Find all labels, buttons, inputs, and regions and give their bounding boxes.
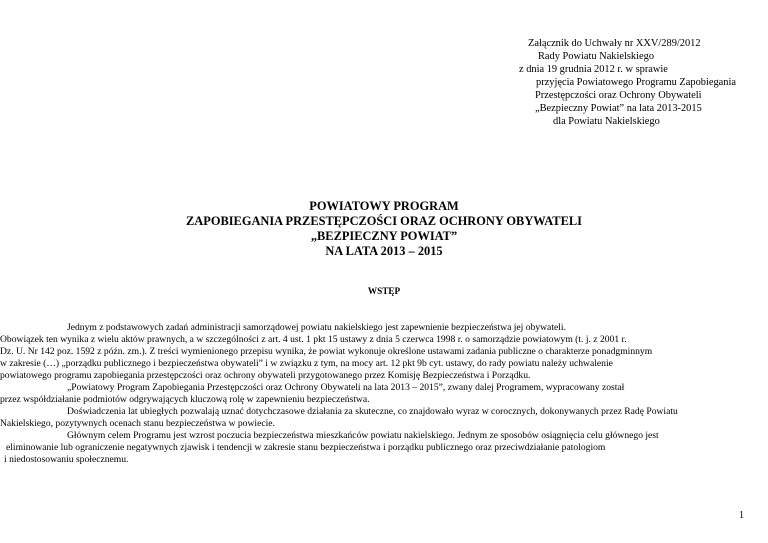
page-number: 1 bbox=[739, 510, 744, 521]
annex-line: przyjęcia Powiatowego Programu Zapobiegania bbox=[536, 77, 736, 88]
body-line: Dz. U. Nr 142 poz. 1592 z późn. zm.). Z treści wymienionego przepisu wynika, że powiat wykonuje określone ustawami zadania publiczne o charakterze ponadgminnym bbox=[0, 346, 653, 357]
annex-line: Załącznik do Uchwały nr XXV/289/2012 bbox=[528, 38, 701, 49]
body-line: Głównym celem Programu jest wzrost poczucia bezpieczeństwa mieszkańców powiatu nakielskiego. Jednym ze sposobów osiągnięcia celu głównego jest bbox=[67, 430, 659, 441]
title-line: ZAPOBIEGANIA PRZESTĘPCZOŚCI ORAZ OCHRONY OBYWATELI bbox=[186, 214, 582, 228]
body-line: Doświadczenia lat ubiegłych pozwalają uznać dotychczasowe działania za skuteczne, co znajdowało wyraz w corocznych, dokonywanych przez Radę Powiatu bbox=[67, 406, 678, 417]
body-line: Nakielskiego, pozytywnych ocenach stanu bezpieczeństwa w powiecie. bbox=[0, 418, 275, 429]
annex-line: Przestępczości oraz Ochrony Obywateli bbox=[535, 90, 702, 101]
title-line: „BEZPIECZNY POWIAT” bbox=[310, 229, 458, 243]
title-line: POWIATOWY PROGRAM bbox=[309, 199, 459, 213]
body-line: Obowiązek ten wynika z wielu aktów prawnych, a w szczególności z art. 4 ust. 1 pkt 15 ustawy z dnia 5 czerwca 1998 r. o samorządzie powiatowym (t. j. z 2001 r. bbox=[0, 334, 627, 345]
body-line: Jednym z podstawowych zadań administracji samorządowej powiatu nakielskiego jest zapewnienie bezpieczeństwa jej obywateli. bbox=[67, 322, 566, 333]
body-line: powiatowego programu zapobiegania przestępczości oraz ochrony obywateli przygotowanego przez Komisję Bezpieczeństwa i Porządku. bbox=[0, 370, 531, 381]
annex-line: „Bezpieczny Powiat” na lata 2013-2015 bbox=[535, 103, 702, 114]
annex-line: Rady Powiatu Nakielskiego bbox=[538, 51, 655, 62]
annex-line: dla Powiatu Nakielskiego bbox=[553, 116, 660, 127]
section-heading: WSTĘP bbox=[367, 286, 401, 296]
body-line: i niedostosowaniu społecznemu. bbox=[4, 454, 129, 465]
body-line: eliminowanie lub ograniczenie negatywnych zjawisk i tendencji w zakresie stanu bezpieczeństwa i porządku publicznego oraz przeciwdziałanie patologiom bbox=[6, 442, 606, 453]
body-line: „Powiatowy Program Zapobiegania Przestępczości oraz Ochrony Obywateli na lata 2013 – 2015”, zwany dalej Programem, wypracowany został bbox=[67, 382, 625, 393]
annex-line: z dnia 19 grudnia 2012 r. w sprawie bbox=[519, 64, 668, 75]
title-line: NA LATA 2013 – 2015 bbox=[325, 244, 443, 258]
body-line: w zakresie (…) „porządku publicznego i bezpieczeństwa obywateli” i w związku z tym, na mocy art. 12 pkt 9b cyt. ustawy, do rady powiatu należy uchwalenie bbox=[0, 358, 613, 369]
body-line: przez współdziałanie podmiotów odgrywających kluczową rolę w zapewnieniu bezpieczeństwa. bbox=[0, 394, 370, 405]
